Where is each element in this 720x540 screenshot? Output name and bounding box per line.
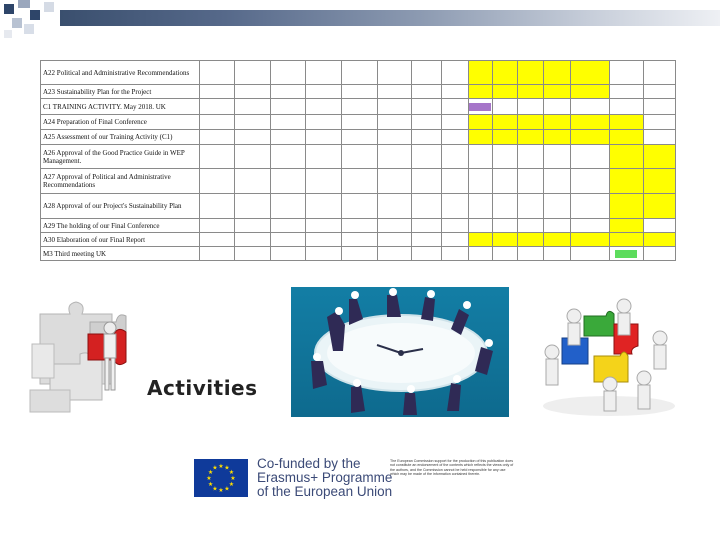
gantt-cell (377, 193, 411, 219)
gantt-cell (609, 193, 644, 219)
gantt-cell (493, 130, 518, 145)
gantt-cell (377, 115, 411, 130)
gantt-cell (306, 85, 342, 99)
gantt-cell (377, 85, 411, 99)
gantt-cell (468, 115, 493, 130)
gantt-cell (234, 130, 270, 145)
gantt-cell (644, 233, 676, 247)
gantt-cell (468, 145, 493, 169)
milestone-bar (469, 103, 491, 111)
gantt-task-label: M3 Third meeting UK (41, 247, 200, 261)
cofunded-statement (257, 457, 392, 499)
gantt-cell (468, 61, 493, 85)
gantt-cell (570, 99, 609, 115)
gantt-cell (517, 145, 544, 169)
eu-star-icon: ★ (218, 464, 224, 470)
gantt-cell (411, 85, 442, 99)
gantt-task-label: A29 The holding of our Final Conference (41, 219, 200, 233)
gantt-cell (570, 145, 609, 169)
gantt-cell (342, 247, 378, 261)
gantt-cell (200, 61, 235, 85)
gantt-cell (411, 193, 442, 219)
gantt-task-label: A30 Elaboration of our Final Report (41, 233, 200, 247)
gantt-cell (609, 115, 644, 130)
gantt-cell (468, 130, 493, 145)
gantt-cell (270, 85, 306, 99)
gantt-cell (609, 145, 644, 169)
gantt-cell (342, 233, 378, 247)
gantt-cell (270, 61, 306, 85)
gantt-cell (200, 99, 235, 115)
gantt-cell (200, 193, 235, 219)
gantt-cell (570, 85, 609, 99)
gantt-cell (377, 219, 411, 233)
gantt-cell (306, 233, 342, 247)
gantt-task-label: A26 Approval of the Good Practice Guide in WEP Management. (41, 145, 200, 169)
gantt-cell (442, 85, 469, 99)
gantt-cell (411, 233, 442, 247)
gantt-cell (377, 99, 411, 115)
gantt-cell (411, 247, 442, 261)
eu-star-icon: ★ (228, 470, 235, 476)
gantt-cell (270, 145, 306, 169)
header-bar (60, 10, 720, 26)
eu-star-icon: ★ (224, 486, 230, 493)
gantt-cell (377, 169, 411, 193)
gantt-cell (544, 193, 571, 219)
gantt-cell (517, 61, 544, 85)
gantt-cell (270, 233, 306, 247)
gantt-cell (234, 115, 270, 130)
gantt-cell (306, 219, 342, 233)
gantt-cell (234, 219, 270, 233)
gantt-cell (342, 145, 378, 169)
gantt-cell (442, 193, 469, 219)
gantt-cell (468, 233, 493, 247)
gantt-cell (493, 219, 518, 233)
gantt-task-label: A27 Approval of Political and Administrative Recommendations (41, 169, 200, 193)
gantt-cell (644, 219, 676, 233)
gantt-cell (517, 219, 544, 233)
eu-flag-logo (194, 459, 248, 497)
gantt-cell (234, 99, 270, 115)
gantt-cell (342, 61, 378, 85)
team-puzzle-image (534, 294, 684, 419)
gantt-cell (234, 247, 270, 261)
gantt-cell (517, 130, 544, 145)
gantt-cell (609, 61, 644, 85)
gantt-task-label: C1 TRAINING ACTIVITY. May 2018. UK (41, 99, 200, 115)
gantt-cell (342, 130, 378, 145)
gantt-cell (609, 219, 644, 233)
gantt-cell (234, 85, 270, 99)
gantt-cell (468, 247, 493, 261)
deco-square (18, 0, 30, 8)
gantt-task-label: A28 Approval of our Project's Sustainability Plan (41, 193, 200, 219)
gantt-cell (342, 193, 378, 219)
gantt-cell (493, 169, 518, 193)
gantt-task-label: A24 Preparation of Final Conference (41, 115, 200, 130)
gantt-row (41, 61, 676, 85)
gantt-cell (644, 193, 676, 219)
gantt-cell (644, 61, 676, 85)
gantt-cell (306, 169, 342, 193)
gantt-cell (570, 61, 609, 85)
gantt-cell (411, 61, 442, 85)
gantt-cell (517, 85, 544, 99)
gantt-cell (570, 233, 609, 247)
gantt-cell (234, 193, 270, 219)
eu-disclaimer: The European Commission support for the production of this publication does not constitute an endorsement of the contents which reflects the views only of the authors, and the Commission cannot be held responsible for any use which may be made of the information contained therein. (390, 459, 514, 477)
eu-star-icon: ★ (212, 465, 218, 472)
gantt-cell (644, 99, 676, 115)
eu-star-icon: ★ (212, 486, 218, 493)
gantt-row (41, 247, 676, 261)
eu-star-icon: ★ (207, 482, 214, 488)
cofunded-line-1: Co-funded by the (257, 456, 361, 471)
milestone-bar (615, 250, 637, 258)
gantt-cell (493, 233, 518, 247)
cofunded-line-3: of the European Union (257, 484, 393, 499)
gantt-cell (442, 115, 469, 130)
gantt-cell (609, 169, 644, 193)
gantt-cell (644, 145, 676, 169)
gantt-cell (200, 145, 235, 169)
gantt-cell (493, 145, 518, 169)
gantt-cell (468, 219, 493, 233)
deco-square (30, 10, 40, 20)
gantt-cell (544, 169, 571, 193)
gantt-cell (609, 130, 644, 145)
gantt-row (41, 145, 676, 169)
gantt-cell (517, 193, 544, 219)
gantt-cell (377, 233, 411, 247)
gantt-cell (306, 130, 342, 145)
gantt-cell (644, 115, 676, 130)
gantt-cell (442, 169, 469, 193)
gantt-cell (342, 219, 378, 233)
gantt-cell (493, 193, 518, 219)
gantt-cell (442, 219, 469, 233)
gantt-cell (270, 169, 306, 193)
gantt-row (41, 85, 676, 99)
gantt-cell (411, 130, 442, 145)
gantt-cell (234, 233, 270, 247)
gantt-cell (306, 193, 342, 219)
gantt-cell (544, 130, 571, 145)
gantt-cell (517, 247, 544, 261)
gantt-row (41, 130, 676, 145)
gantt-cell (306, 99, 342, 115)
gantt-cell (200, 247, 235, 261)
gantt-cell (270, 193, 306, 219)
gantt-cell (644, 130, 676, 145)
gantt-cell (270, 130, 306, 145)
gantt-cell (442, 99, 469, 115)
cofunded-line-2: Erasmus+ Programme (257, 470, 393, 485)
gantt-cell (570, 115, 609, 130)
gantt-task-label: A25 Assessment of our Training Activity (C1) (41, 130, 200, 145)
gantt-cell (570, 219, 609, 233)
gantt-cell (270, 247, 306, 261)
gantt-cell (517, 99, 544, 115)
gantt-cell (517, 233, 544, 247)
gantt-row (41, 169, 676, 193)
gantt-cell (544, 115, 571, 130)
eu-star-icon: ★ (218, 488, 224, 494)
gantt-cell (200, 219, 235, 233)
gantt-cell (342, 169, 378, 193)
eu-star-icon: ★ (224, 465, 230, 472)
gantt-cell (544, 61, 571, 85)
gantt-cell (342, 99, 378, 115)
gantt-cell (468, 169, 493, 193)
gantt-cell (468, 193, 493, 219)
gantt-row (41, 115, 676, 130)
activities-label: Activities (147, 376, 258, 400)
eu-star-icon: ★ (206, 476, 212, 482)
gantt-cell (377, 130, 411, 145)
gantt-cell (411, 145, 442, 169)
gantt-cell (306, 115, 342, 130)
gantt-cell (493, 61, 518, 85)
gantt-cell (544, 145, 571, 169)
gantt-cell (306, 61, 342, 85)
eu-star-icon: ★ (228, 482, 235, 488)
gantt-row (41, 193, 676, 219)
gantt-cell (493, 247, 518, 261)
gantt-cell (442, 247, 469, 261)
gantt-cell (570, 247, 609, 261)
gantt-cell (570, 169, 609, 193)
gantt-cell (234, 169, 270, 193)
gantt-cell (442, 130, 469, 145)
gantt-cell (570, 130, 609, 145)
deco-square (24, 24, 34, 34)
gantt-cell (442, 145, 469, 169)
gantt-cell (270, 219, 306, 233)
eu-star-icon: ★ (230, 476, 236, 482)
gantt-cell (544, 233, 571, 247)
gantt-task-label: A23 Sustainability Plan for the Project (41, 85, 200, 99)
gantt-cell (570, 193, 609, 219)
gantt-cell (200, 130, 235, 145)
gantt-cell (493, 115, 518, 130)
deco-square (4, 30, 12, 38)
gantt-cell (442, 233, 469, 247)
gantt-cell (306, 145, 342, 169)
gantt-cell (377, 247, 411, 261)
gantt-cell (342, 115, 378, 130)
gantt-cell (609, 233, 644, 247)
gantt-cell (644, 169, 676, 193)
gantt-cell (411, 169, 442, 193)
gantt-cell (377, 145, 411, 169)
gantt-cell (200, 85, 235, 99)
eu-star-icon: ★ (207, 470, 214, 476)
gantt-cell (234, 145, 270, 169)
gantt-cell (609, 85, 644, 99)
gantt-cell (644, 85, 676, 99)
gantt-cell (544, 219, 571, 233)
gantt-cell (493, 99, 518, 115)
gantt-cell (200, 169, 235, 193)
gantt-cell (644, 247, 676, 261)
gantt-cell (517, 115, 544, 130)
gantt-cell (493, 85, 518, 99)
gantt-row (41, 219, 676, 233)
gantt-cell (200, 115, 235, 130)
deco-square (44, 2, 54, 12)
gantt-cell (411, 219, 442, 233)
gantt-cell (609, 247, 644, 261)
team-puzzle-icon (534, 294, 684, 419)
gantt-cell (468, 85, 493, 99)
gantt-row (41, 99, 676, 115)
gantt-cell (544, 247, 571, 261)
gantt-cell (544, 85, 571, 99)
gantt-row (41, 233, 676, 247)
gantt-cell (377, 61, 411, 85)
gantt-cell (411, 99, 442, 115)
gantt-cell (544, 99, 571, 115)
clock-meeting-icon (291, 287, 509, 417)
gantt-table (40, 60, 676, 261)
gantt-task-label: A22 Political and Administrative Recommendations (41, 61, 200, 85)
gantt-cell (234, 61, 270, 85)
meeting-clock-image (291, 287, 509, 417)
gantt-cell (442, 61, 469, 85)
gantt-cell (468, 99, 493, 115)
deco-square (12, 18, 22, 28)
gantt-cell (342, 85, 378, 99)
gantt-cell (517, 169, 544, 193)
gantt-cell (306, 247, 342, 261)
gantt-cell (270, 115, 306, 130)
gantt-cell (609, 99, 644, 115)
gantt-cell (411, 115, 442, 130)
gantt-cell (200, 233, 235, 247)
deco-square (4, 4, 14, 14)
gantt-cell (270, 99, 306, 115)
